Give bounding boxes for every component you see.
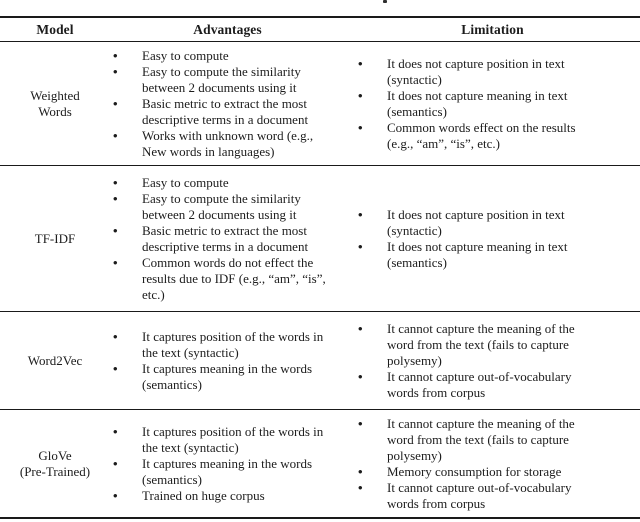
bullet-icon: • <box>358 368 363 384</box>
bullet-text: It cannot capture out-of-vocabulary words from corpus <box>387 368 572 400</box>
limitation-cell <box>345 166 640 311</box>
bullet-icon: • <box>358 463 363 479</box>
model-name-line: Weighted <box>30 87 80 103</box>
bullet-item <box>113 488 339 504</box>
limitation-list <box>345 321 640 401</box>
bullet-icon: • <box>358 320 363 336</box>
table-row <box>0 42 640 166</box>
model-name-cell <box>0 166 110 311</box>
bullet-item <box>358 207 604 239</box>
model-name-cell <box>0 410 110 517</box>
bullet-text: Common words effect on the results (e.g., “am”, “is”, etc.) <box>387 119 576 151</box>
bullet-text: Common words do not effect the results due to IDF (e.g., “am”, “is”, etc.) <box>142 254 326 302</box>
bullet-text: It does not capture position in text (syntactic) <box>387 55 565 87</box>
bullet-icon: • <box>113 190 118 206</box>
model-name-line: TF-IDF <box>34 230 76 246</box>
table-header-row <box>0 18 640 42</box>
bullet-item <box>358 321 604 369</box>
bullet-icon: • <box>113 487 118 503</box>
bullet-icon: • <box>358 119 363 135</box>
bullet-icon: • <box>358 87 363 103</box>
bullet-icon: • <box>113 254 118 270</box>
bullet-icon: • <box>113 95 118 111</box>
table-row <box>0 410 640 517</box>
bullet-item <box>113 329 339 361</box>
bullet-text: It cannot capture the meaning of the word from the text (fails to capture polysemy) <box>387 415 575 463</box>
bullet-item <box>358 120 604 152</box>
bullet-item <box>358 416 604 464</box>
bullet-icon: • <box>358 415 363 431</box>
limitation-cell <box>345 410 640 517</box>
cropped-caption-text-fragment <box>383 0 387 3</box>
bullet-text: It captures position of the words in the text (syntactic) <box>142 328 324 360</box>
bullet-icon: • <box>113 328 118 344</box>
bullet-icon: • <box>358 479 363 495</box>
bullet-icon: • <box>358 206 363 222</box>
bullet-text: It does not capture position in text (syntactic) <box>387 206 565 238</box>
bullet-item <box>358 88 604 120</box>
bullet-item <box>358 239 604 271</box>
model-name-cell <box>0 312 110 409</box>
model-name-line: Words <box>38 103 72 119</box>
limitation-cell <box>345 312 640 409</box>
advantages-cell <box>110 312 345 409</box>
bullet-text: It cannot capture out-of-vocabulary words from corpus <box>387 479 572 511</box>
bullet-item <box>113 128 339 160</box>
bullet-text: Works with unknown word (e.g., New words in languages) <box>142 127 314 159</box>
bullet-text: Easy to compute the similarity between 2 documents using it <box>142 190 301 222</box>
bullet-icon: • <box>113 455 118 471</box>
model-name-line: GloVe <box>38 447 72 463</box>
model-name-cell <box>0 42 110 165</box>
bullet-item <box>113 255 339 303</box>
limitation-cell <box>345 42 640 165</box>
bullet-icon: • <box>113 47 118 63</box>
model-name-line: (Pre-Trained) <box>19 463 91 479</box>
bullet-item <box>113 424 339 456</box>
bullet-text: Easy to compute the similarity between 2 documents using it <box>142 63 301 95</box>
bullet-item <box>113 96 339 128</box>
bullet-text: Basic metric to extract the most descriptive terms in a document <box>142 222 309 254</box>
bullet-icon: • <box>113 360 118 376</box>
bullet-text: Basic metric to extract the most descriptive terms in a document <box>142 95 309 127</box>
bullet-text: It does not capture meaning in text (semantics) <box>387 238 568 270</box>
bullet-item <box>113 361 339 393</box>
bullet-item <box>113 175 339 191</box>
bullet-icon: • <box>358 238 363 254</box>
limitation-list <box>345 56 640 152</box>
advantages-list <box>110 329 345 393</box>
bullet-text: It cannot capture the meaning of the word from the text (fails to capture polysemy) <box>387 320 575 368</box>
bullet-text: Easy to compute <box>142 174 229 190</box>
bullet-text: Trained on huge corpus <box>142 487 265 503</box>
table-row <box>0 166 640 312</box>
bullet-item <box>113 64 339 96</box>
comparison-table <box>0 16 640 519</box>
bullet-icon: • <box>113 127 118 143</box>
bullet-item <box>113 48 339 64</box>
bullet-text: It captures meaning in the words (semantics) <box>142 455 313 487</box>
bullet-text: Easy to compute <box>142 47 229 63</box>
advantages-list <box>110 175 345 303</box>
bullet-icon: • <box>113 63 118 79</box>
advantages-list <box>110 48 345 160</box>
advantages-cell <box>110 42 345 165</box>
table-row <box>0 312 640 410</box>
bullet-icon: • <box>113 423 118 439</box>
bullet-item <box>358 369 604 401</box>
limitation-list <box>345 207 640 271</box>
advantages-cell <box>110 410 345 517</box>
table-body <box>0 42 640 517</box>
bullet-icon: • <box>358 55 363 71</box>
bullet-icon: • <box>113 174 118 190</box>
bullet-text: It does not capture meaning in text (semantics) <box>387 87 568 119</box>
advantages-cell <box>110 166 345 311</box>
bullet-item <box>358 480 604 512</box>
column-header-limitation: Limitation <box>461 21 524 37</box>
bullet-text: It captures position of the words in the text (syntactic) <box>142 423 324 455</box>
bullet-icon: • <box>113 222 118 238</box>
advantages-list <box>110 424 345 504</box>
limitation-list <box>345 416 640 512</box>
bullet-item <box>113 456 339 488</box>
bullet-text: Memory consumption for storage <box>387 463 562 479</box>
bullet-item <box>358 56 604 88</box>
bullet-item <box>358 464 604 480</box>
bullet-text: It captures meaning in the words (semantics) <box>142 360 313 392</box>
column-header-model: Model <box>36 21 74 37</box>
column-header-advantages: Advantages <box>193 21 262 37</box>
model-name-line: Word2Vec <box>27 352 83 368</box>
bullet-item <box>113 223 339 255</box>
bullet-item <box>113 191 339 223</box>
